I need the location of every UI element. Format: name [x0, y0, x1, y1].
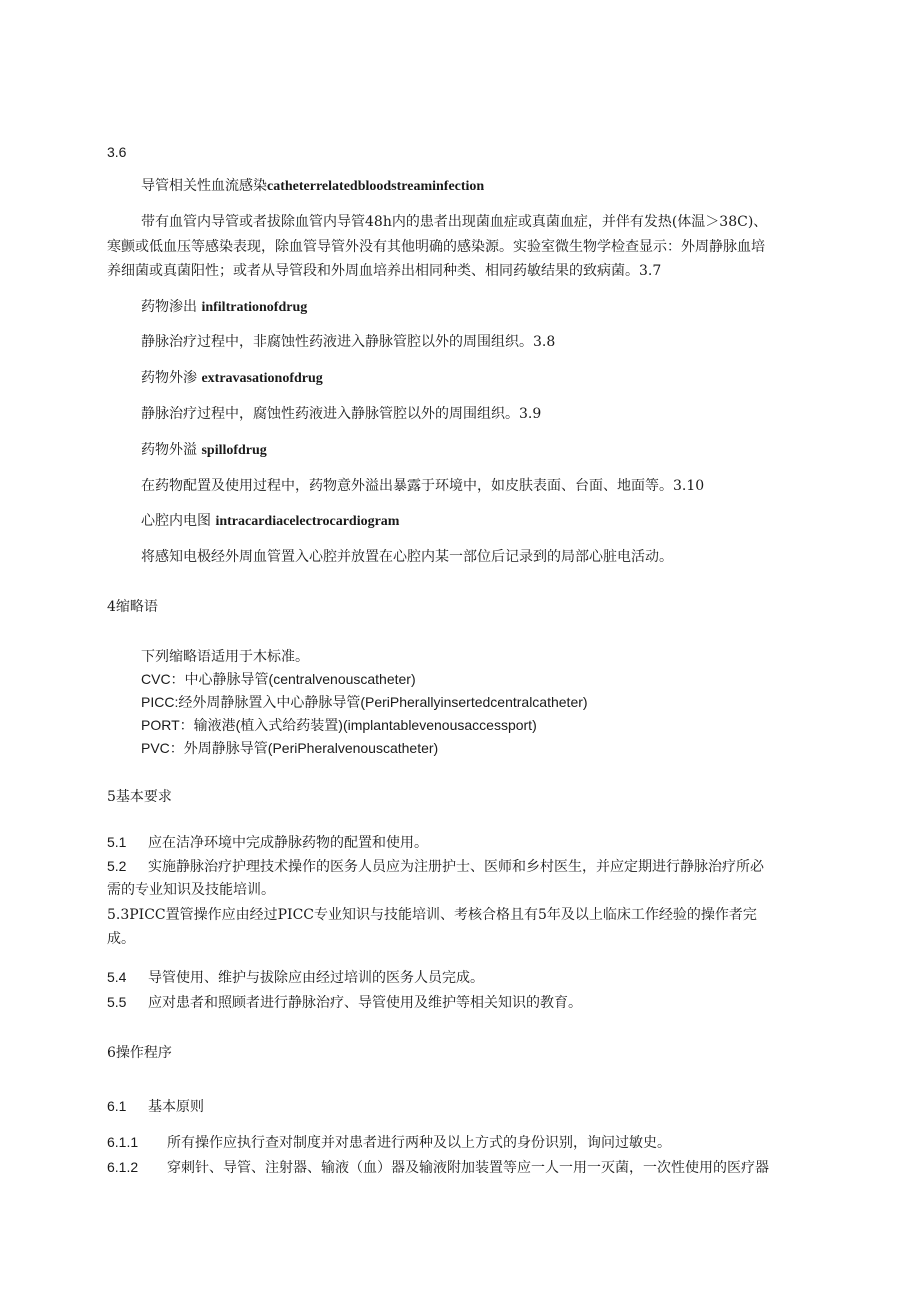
section-heading-5: 5基本要求	[107, 789, 172, 805]
item-text: 所有操作应执行查对制度并对患者进行两种及以上方式的身份识别，询问过敏史。	[167, 1135, 671, 1151]
term-heading-3-9	[141, 440, 267, 461]
term-zh: 导管相关性血流感染	[141, 178, 267, 194]
item-text: 应对患者和照顾者进行静脉治疗、导管使用及维护等相关知识的教育。	[148, 995, 582, 1011]
item-number: 5.4	[107, 969, 127, 985]
section-number-3-6: 3.6	[107, 144, 127, 160]
requirement-5-3-cont: 成。	[107, 931, 135, 947]
rule-6-1-1	[107, 1132, 671, 1153]
term-zh: 药物外溢	[141, 442, 197, 458]
item-text: 应在洁净环境中完成静脉药物的配置和使用。	[148, 835, 428, 851]
abbreviations-intro: 下列缩略语适用于木标准。	[141, 649, 309, 665]
item-number: 5.2	[107, 858, 127, 874]
definition-line: 静脉治疗过程中，腐蚀性药液进入静脉管腔以外的周围组织。3.9	[141, 406, 542, 422]
item-text: 穿刺针、导管、注射器、输液（血）器及输液附加装置等应一人一用一灭菌，一次性使用的医疗器	[167, 1160, 769, 1176]
definition-line: 将感知电极经外周血管置入心腔并放置在心腔内某一部位后记录到的局部心脏电活动。	[141, 549, 673, 565]
requirement-5-2	[107, 856, 764, 877]
term-zh: 心腔内电图	[141, 513, 211, 529]
term-heading-3-10	[141, 511, 399, 532]
definition-line: 静脉治疗过程中，非腐蚀性药液进入静脉管腔以外的周围组织。3.8	[141, 334, 556, 350]
rule-6-1-2	[107, 1157, 769, 1178]
abbreviation-item: PICC:经外周静脉置入中心静脉导管(PeriPherallyinsertedcentralcatheter)	[141, 694, 588, 710]
definition-line: 养细菌或真菌阳性；或者从导管段和外周血培养出相同种类、相同药敏结果的致病菌。3.7	[107, 263, 662, 279]
item-number: 6.1.2	[107, 1159, 139, 1175]
item-number: 5.5	[107, 994, 127, 1010]
term-heading-3-6	[141, 176, 484, 197]
term-en: catheterrelatedbloodstreaminfection	[267, 179, 485, 194]
term-zh: 药物外渗	[141, 370, 197, 386]
requirement-5-1	[107, 832, 428, 853]
definition-line: 寒颤或低血压等感染表现，除血管导管外没有其他明确的感染源。实验室微生物学检查显示：外周静脉血培	[107, 239, 765, 255]
term-heading-3-7	[141, 297, 307, 318]
term-en: spillofdrug	[201, 443, 267, 458]
term-heading-3-8	[141, 368, 323, 389]
requirement-5-3: 5.3PICC置管操作应由经过PICC专业知识与技能培训、考核合格且有5年及以上临床工作经验的操作者完	[107, 907, 757, 923]
requirement-5-5	[107, 992, 582, 1013]
item-number: 6.1.1	[107, 1134, 139, 1150]
item-text: 基本原则	[148, 1099, 204, 1115]
item-text: 实施静脉治疗护理技术操作的医务人员应为注册护士、医师和乡村医生，并应定期进行静脉治疗所必	[148, 859, 764, 875]
section-heading-6: 6操作程序	[107, 1045, 172, 1061]
definition-line: 在药物配置及使用过程中，药物意外溢出暴露于环境中，如皮肤表面、台面、地面等。3.10	[141, 478, 705, 494]
abbreviation-item: CVC：中心静脉导管(centralvenouscatheter)	[141, 671, 416, 687]
subsection-heading-6-1	[107, 1096, 204, 1117]
abbreviation-item: PORT：输液港(植入式给药装置)(implantablevenousaccessport)	[141, 717, 537, 733]
item-number: 5.1	[107, 834, 127, 850]
requirement-5-4	[107, 967, 484, 988]
item-number: 6.1	[107, 1098, 127, 1114]
term-en: intracardiacelectrocardiogram	[215, 514, 400, 529]
term-zh: 药物渗出	[141, 299, 197, 315]
term-en: infiltrationofdrug	[201, 300, 308, 315]
requirement-5-2-cont: 需的专业知识及技能培训。	[107, 882, 275, 898]
section-heading-4: 4缩略语	[107, 599, 158, 615]
item-text: 导管使用、维护与拔除应由经过培训的医务人员完成。	[148, 970, 484, 986]
abbreviation-item: PVC：外周静脉导管(PeriPheralvenouscatheter)	[141, 740, 439, 756]
term-en: extravasationofdrug	[201, 371, 323, 386]
definition-line: 带有血管内导管或者拔除血管内导管48h内的患者出现菌血症或真菌血症，并伴有发热(体温＞38C)、	[141, 214, 768, 230]
